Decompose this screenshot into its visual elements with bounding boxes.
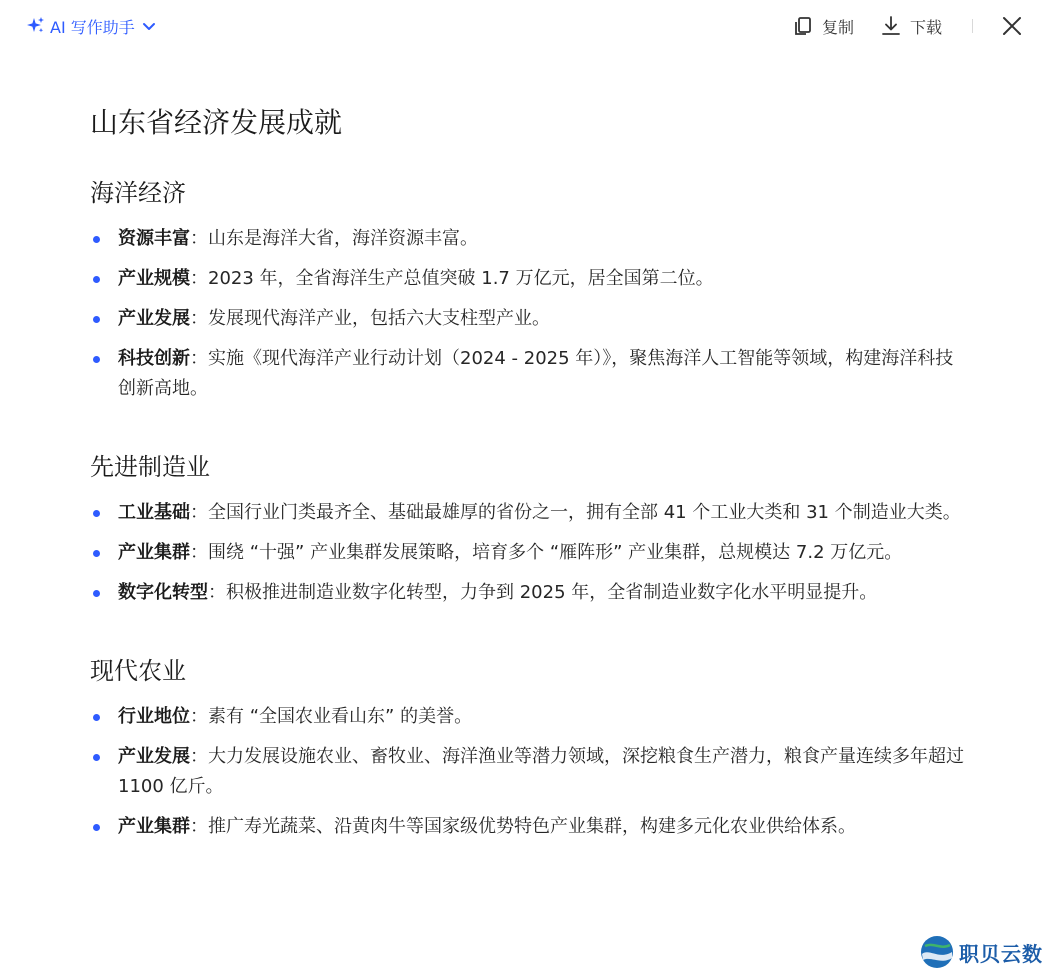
list-item — [90, 304, 970, 334]
copy-button[interactable] — [792, 15, 854, 38]
list-item — [90, 224, 970, 254]
item-key: 产业发展 — [118, 308, 190, 329]
section-title: 海洋经济 — [90, 179, 186, 207]
item-sep: ： — [190, 502, 208, 523]
bullet-list — [90, 702, 970, 842]
item-key: 数字化转型 — [118, 582, 208, 603]
item-text: 山东是海洋大省，海洋资源丰富。 — [208, 228, 478, 249]
section-title: 先进制造业 — [90, 453, 210, 481]
item-text: 推广寿光蔬菜、沿黄肉牛等国家级优势特色产业集群，构建多元化农业供给体系。 — [208, 816, 856, 837]
list-item — [90, 538, 970, 568]
item-text: 发展现代海洋产业，包括六大支柱型产业。 — [208, 308, 550, 329]
list-item — [90, 702, 970, 732]
top-toolbar — [0, 0, 1051, 52]
watermark-text: 职贝云数 — [959, 941, 1043, 966]
item-text: 积极推进制造业数字化转型，力争到 2025 年，全省制造业数字化水平明显提升。 — [226, 582, 878, 603]
item-key: 产业集群 — [118, 542, 190, 563]
item-key: 产业规模 — [118, 268, 190, 289]
toolbar-actions — [792, 12, 1023, 40]
ai-assistant-menu[interactable] — [26, 14, 157, 38]
item-text: 素有 “全国农业看山东” 的美誉。 — [208, 706, 473, 727]
item-text: 围绕 “十强” 产业集群发展策略，培育多个 “雁阵形” 产业集群，总规模达 7.2 万亿元。 — [208, 542, 903, 563]
list-item — [90, 578, 970, 608]
globe-logo-icon — [919, 934, 955, 970]
item-sep: ： — [190, 308, 208, 329]
item-key: 资源丰富 — [118, 228, 190, 249]
download-button[interactable] — [880, 15, 942, 38]
item-text: 大力发展设施农业、畜牧业、海洋渔业等潜力领域，深挖粮食生产潜力，粮食产量连续多年超过 1100 亿斤。 — [118, 746, 964, 797]
ai-assistant-label: AI 写作助手 — [50, 17, 135, 37]
item-text: 全国行业门类最齐全、基础最雄厚的省份之一，拥有全部 41 个工业大类和 31 个制造业大类。 — [208, 502, 961, 523]
list-item — [90, 344, 970, 404]
item-text: 2023 年，全省海洋生产总值突破 1.7 万亿元，居全国第二位。 — [208, 268, 714, 289]
list-item — [90, 498, 970, 528]
toolbar-divider — [972, 19, 973, 33]
item-sep: ： — [190, 268, 208, 289]
copy-label: 复制 — [821, 17, 854, 37]
document-content — [90, 104, 970, 852]
item-sep: ： — [190, 706, 208, 727]
item-sep: ： — [190, 816, 208, 837]
item-key: 产业发展 — [118, 746, 190, 767]
item-sep: ： — [190, 542, 208, 563]
bullet-list — [90, 498, 970, 608]
section-title: 现代农业 — [90, 657, 186, 685]
watermark — [919, 935, 1043, 969]
list-item — [90, 742, 970, 802]
document-title: 山东省经济发展成就 — [90, 106, 343, 139]
chevron-down-icon — [141, 18, 157, 34]
item-key: 工业基础 — [118, 502, 190, 523]
item-key: 科技创新 — [118, 348, 190, 369]
sparkle-icon — [26, 16, 46, 36]
item-sep: ： — [190, 746, 208, 767]
list-item — [90, 264, 970, 294]
item-sep: ： — [190, 348, 208, 369]
item-text: 实施《现代海洋产业行动计划（2024 - 2025 年）》，聚焦海洋人工智能等领域，构建海洋科技创新高地。 — [118, 348, 954, 399]
download-label: 下载 — [909, 17, 942, 37]
download-icon — [880, 15, 902, 37]
bullet-list — [90, 224, 970, 404]
item-key: 产业集群 — [118, 816, 190, 837]
item-key: 行业地位 — [118, 706, 190, 727]
copy-icon — [792, 15, 814, 37]
close-icon[interactable] — [1001, 15, 1023, 37]
item-sep: ： — [190, 228, 208, 249]
item-sep: ： — [208, 582, 226, 603]
list-item — [90, 812, 970, 842]
